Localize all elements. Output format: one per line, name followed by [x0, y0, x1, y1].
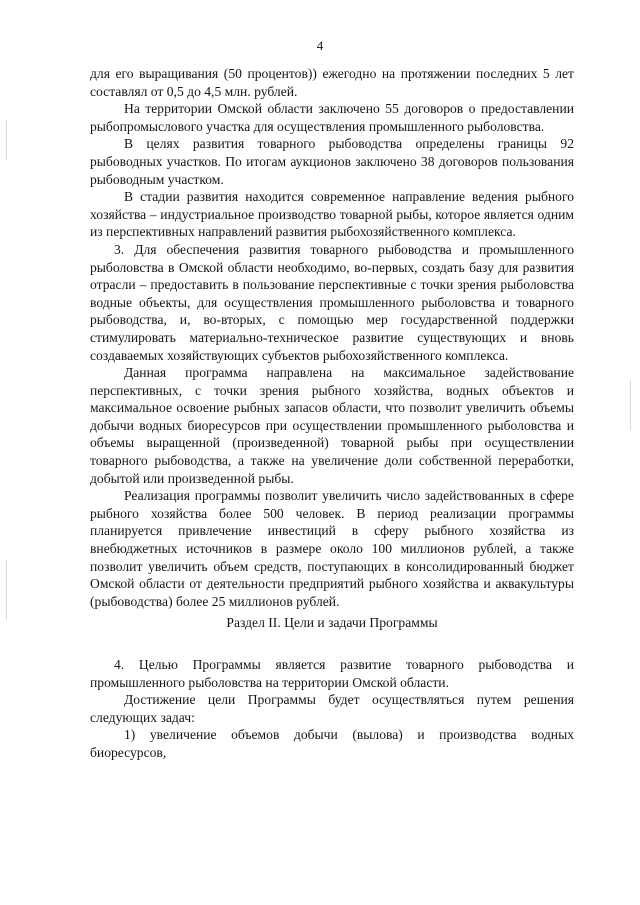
- scan-edge-mark: [6, 120, 7, 160]
- section-heading: Раздел II. Цели и задачи Программы: [226, 615, 438, 631]
- paragraph-item-3: 3. Для обеспечения развития товарного рыбоводства и промышленного рыболовства в Омской области необходимо, во-первых, создать базу для развития отрасли – предоставить в пользование перспективные с точки зрения рыболовства водные объекты, для осуществления промышленного рыболовства и товарного рыбоводства, и, во-вторых, с помощью мер государственной поддержки стимулировать материально-техническое развитие существующих и вновь создаваемых хозяйствующих субъектов рыбохозяйственного комплекса.: [90, 241, 574, 363]
- paragraph-program-implementation: Реализация программы позволит увеличить число задействованных в сфере рыбного хозяйства более 500 человек. В период реализации программы планируется привлечение инвестиций в сферу рыбного хозяйства из внебюджетных источников в размере около 100 миллионов рублей, а также позволит увеличить объем средств, поступающих в консолидированный бюджет Омской области от деятельности предприятий рыбного хозяйства и аквакультуры (рыбоводства) более 25 миллионов рублей.: [90, 488, 574, 609]
- paragraph-tasks-intro: Достижение цели Программы будет осуществляться путем решения следующих задач:: [90, 692, 574, 725]
- scan-edge-mark: [630, 380, 631, 430]
- paragraph-continuation: для его выращивания (50 процентов)) ежегодно на протяжении последних 5 лет составлял от 0,5 до 4,5 млн. рублей.: [90, 66, 574, 99]
- scan-edge-mark: [6, 560, 7, 620]
- page-number: 4: [316, 38, 324, 53]
- paragraph-item-4: 4. Целью Программы является развитие товарного рыбоводства и промышленного рыболовства на территории Омской области.: [90, 657, 574, 690]
- paragraph-program-direction: Данная программа направлена на максимальное задействование перспективных, с точки зрения рыбного хозяйства, водных объектов и максимальное освоение рыбных запасов области, что позволит увеличить объемы добычи водных биоресурсов при осуществлении промышленного рыболовства и объемы выращенной (произведенной) товарной рыбы при осуществлении товарного рыбоводства, а также на увеличение доли собственной переработки, добытой или произведенной рыбы.: [90, 365, 574, 486]
- paragraph-contracts: На территории Омской области заключено 55 договоров о предоставлении рыбопромыслового участка для осуществления промышленного рыболовства.: [90, 101, 574, 134]
- paragraph-task-1: 1) увеличение объемов добычи (вылова) и производства водных биоресурсов,: [90, 727, 574, 760]
- paragraph-industrial-production: В стадии развития находится современное направление ведения рыбного хозяйства – индустриальное производство товарной рыбы, которое является одним из перспективных направлений развития рыбохозяйственного комплекса.: [90, 189, 574, 240]
- section-spacer: [90, 636, 574, 656]
- document-body: [90, 65, 574, 762]
- paragraph-fish-farming-sites: В целях развития товарного рыбоводства определены границы 92 рыбоводных участков. По итогам аукционов заключено 38 договоров пользования рыбоводным участком.: [90, 136, 574, 187]
